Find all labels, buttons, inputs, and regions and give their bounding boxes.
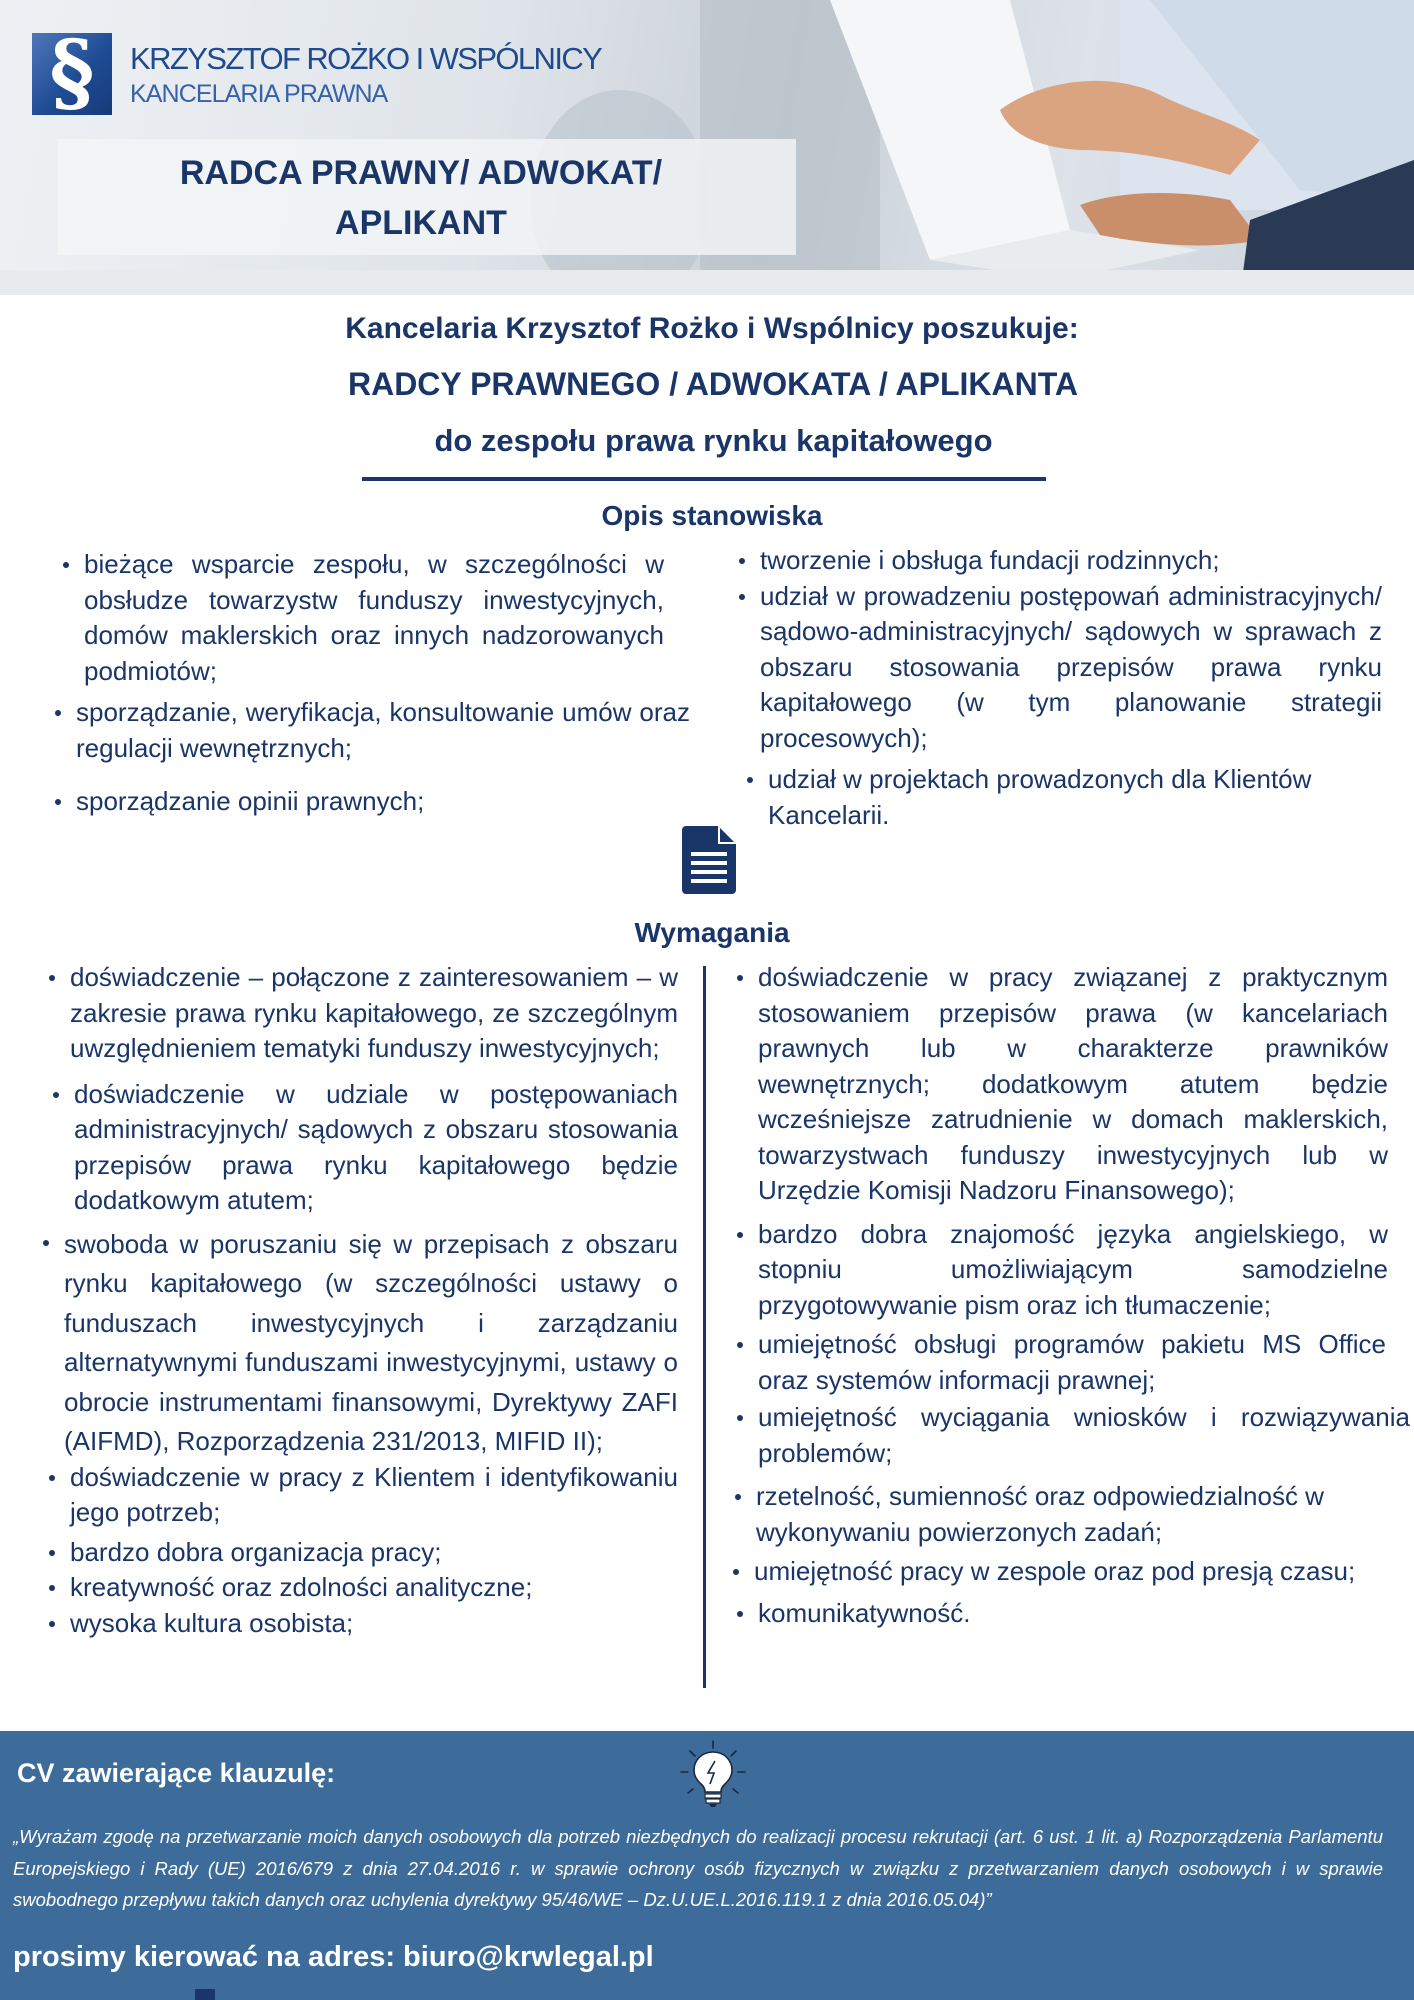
wymagania-list-right [754,960,1410,1631]
opis-list-right [760,543,1382,833]
cv-clause-title: CV zawierające klauzulę: [17,1758,336,1788]
list-item: doświadczenie w udziale w postępowaniach administracyjnych/ sądowych z obszaru stosowania przepisów prawa rynku kapitałowego będzie dodatkowym atutem; [74,1077,678,1219]
logo-name: KRZYSZTOF ROŻKO I WSPÓLNICY [130,41,602,76]
opis-list-left [76,547,690,820]
footer-panel [0,1731,1414,2000]
intro-position-line: RADCY PRAWNEGO / ADWOKATA / APLIKANTA [347,366,1079,402]
job-title [58,148,784,248]
list-item: wysoka kultura osobista; [70,1606,678,1642]
list-item: udział w projektach prowadzonych dla Klientów Kancelarii. [768,762,1374,833]
intro-team-line: do zespołu prawa rynku kapitałowego [434,423,993,458]
job-title-line2: APLIKANT [335,204,507,242]
list-item: tworzenie i obsługa fundacji rodzinnych; [760,543,1382,579]
gdpr-clause-text: „Wyrażam zgodę na przetwarzanie moich danych osobowych dla potrzeb niezbędnych do realizacji procesu rekrutacji (art. 6 ust. 1 lit. a) Rozporządzenia Parlamentu Europejskiego i Rady (UE) 2016/679 z dnia 27.04.2016 r. w sprawie ochrony osób fizycznych w związku z przetwarzaniem danych osobowych i w sprawie swobodnego przepływu takich danych oraz uchylenia dyrektywy 95/46/WE – Dz.U.UE.L.2016.119.1 z dnia 2016.05.04)” [13,1826,1383,1910]
list-item: bardzo dobra organizacja pracy; [70,1535,678,1571]
document-icon [682,826,736,894]
footer-decoration [195,1989,215,2000]
list-item: umiejętność wyciągania wniosków i rozwiązywania problemów; [758,1400,1410,1471]
list-item: rzetelność, sumienność oraz odpowiedzialność w wykonywaniu powierzonych zadań; [756,1479,1360,1550]
divider-rule [362,477,1046,481]
wymagania-list-left [64,960,678,1641]
list-item: swoboda w poruszaniu się w przepisach z obszaru rynku kapitałowego (w szczególności ustawy o funduszach inwestycyjnych i zarządzaniu alternatywnymi funduszami inwestycyjnymi, ustawy o obrocie instrumentami finansowymi, Dyrektywy ZAFI (AIFMD), Rozporządzenia 231/2013, MIFID II); [64,1225,678,1462]
logo-subtitle: KANCELARIA PRAWNA [130,80,388,108]
list-item: umiejętność obsługi programów pakietu MS Office oraz systemów informacji prawnej; [758,1327,1386,1398]
section-title-wymagania: Wymagania [634,917,790,948]
list-item: komunikatywność. [758,1596,1388,1632]
list-item: umiejętność pracy w zespole oraz pod presją czasu; [754,1554,1360,1590]
list-item: doświadczenie w pracy z Klientem i identyfikowaniu jego potrzeb; [70,1460,678,1531]
list-item: bieżące wsparcie zespołu, w szczególności w obsłudze towarzystw funduszy inwestycyjnych, domów maklerskich oraz innych nadzorowanych podmiotów; [84,547,664,689]
company-logo [32,22,602,123]
lightbulb-icon [678,1739,748,1809]
list-item: doświadczenie – połączone z zainteresowaniem – w zakresie prawa rynku kapitałowego, ze szczególnym uwzględnieniem tematyki funduszy inwestycyjnych; [70,960,678,1067]
job-title-line1: RADCA PRAWNY/ ADWOKAT/ [179,154,663,192]
intro-company-line: Kancelaria Krzysztof Rożko i Wspólnicy poszukuje: [345,312,1079,345]
list-item: udział w prowadzeniu postępowań administracyjnych/ sądowo-administracyjnych/ sądowych w sprawach z obszaru stosowania przepisów prawa rynku kapitałowego (w tym planowanie strategii procesowych); [760,579,1382,757]
list-item: sporządzanie, weryfikacja, konsultowanie umów oraz regulacji wewnętrznych; [76,695,690,766]
header-banner [0,0,1414,295]
list-item: kreatywność oraz zdolności analityczne; [70,1570,678,1606]
section-title-opis: Opis stanowiska [601,500,823,531]
job-title-box [58,139,796,255]
contact-email-line: prosimy kierować na adres: biuro@krwlegal.pl [13,1941,654,1973]
paragraph-logo-mark: § [32,33,112,115]
list-item: doświadczenie w pracy związanej z praktycznym stosowaniem przepisów prawa (w kancelariach prawnych lub w charakterze prawników wewnętrznych; dodatkowym atutem będzie wcześniejsze zatrudnienie w domach maklerskich, towarzystwach funduszy inwestycyjnych lub w Urzędzie Komisji Nadzoru Finansowego); [758,960,1388,1209]
list-item: bardzo dobra znajomość języka angielskiego, w stopniu umożliwiającym samodzielne przygotowywanie pism oraz ich tłumaczenie; [758,1217,1388,1324]
list-item: sporządzanie opinii prawnych; [76,784,664,820]
column-divider [703,966,706,1688]
